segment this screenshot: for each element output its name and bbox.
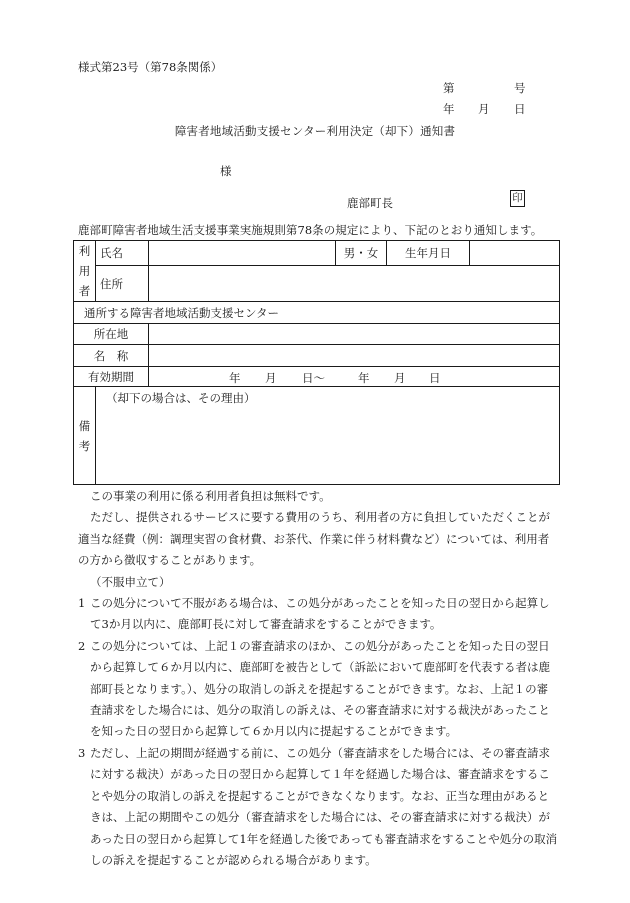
valid-period-label: 有効期間 bbox=[74, 367, 149, 387]
date-month: 月 bbox=[478, 102, 490, 116]
remarks-label-char: 考 bbox=[78, 438, 91, 453]
appeal-item-text: この処分について不服がある場合は、この処分があったことを知った日の翌日から起算して3か月以内に、鹿部町長に対して審査請求をすることができます。 bbox=[90, 596, 550, 632]
remarks-label bbox=[74, 387, 96, 485]
address-row bbox=[74, 266, 560, 302]
user-label-char: 利 bbox=[78, 244, 91, 258]
intro-text: 鹿部町障害者地域生活支援事業実施規則第78条の規定により、下記のとおり通知します。 bbox=[78, 223, 543, 237]
name-label: 氏名 bbox=[96, 241, 149, 266]
user-label-char: 用 bbox=[78, 264, 91, 278]
notes-section bbox=[78, 486, 558, 871]
date-day: 日 bbox=[514, 102, 526, 116]
address-value[interactable] bbox=[149, 266, 560, 302]
appeal-item-text: ただし、上記の期間が経過する前に、この処分（審査請求をした場合には、その審査請求に対する裁決）があった日の翌日から起算して１年を経過した場合は、審査請求をすることや処分の取消しの訴えを提起することができなくなります。なお、正当な理由があるときは、上記の期間やこの処分（審査請求をした場合には、その審査請求に対する裁決）があった日の翌日から起算して1年を経過した後であっても審査請求をすることや処分の取消しの訴えを提起することが認められる場合があります。 bbox=[90, 745, 558, 867]
free-notice: この事業の利用に係る利用者負担は無料です。 bbox=[90, 489, 331, 503]
date-year: 年 bbox=[443, 102, 455, 116]
appeal-item-number: 2 bbox=[78, 638, 86, 653]
addressee-suffix: 様 bbox=[220, 164, 232, 178]
appeal-item-text: この処分については、上記１の審査請求のほか、この処分があったことを知った日の翌日から起算して６か月以内に、鹿部町を被告として（訴訟において鹿部町を代表する者は鹿部町長となります。）、処分の取消しの訴えを提起することができます。なお、上記１の審査請求をした場合には、処分の取消しの訴えは、その審査請求に対する裁決があったことを知った日の翌日から起算して６か月以内に提起することができます。 bbox=[90, 638, 550, 739]
appeal-item-number: 3 bbox=[78, 745, 86, 760]
user-label-char: 者 bbox=[78, 284, 91, 298]
application-form-table bbox=[73, 240, 560, 485]
period-end-day: 日 bbox=[429, 371, 441, 385]
period-start-month: 月 bbox=[265, 371, 277, 385]
appeal-item bbox=[78, 593, 558, 636]
remarks-note[interactable]: （却下の場合は、その理由） bbox=[96, 387, 560, 485]
center-name-value[interactable] bbox=[149, 345, 560, 367]
issuer-title: 鹿部町長 bbox=[347, 196, 393, 210]
gender-label: 男・女 bbox=[336, 241, 387, 266]
center-heading: 通所する障害者地域活動支援センター bbox=[74, 302, 560, 324]
period-start-day: 日〜 bbox=[302, 371, 325, 385]
period-end-year: 年 bbox=[358, 371, 370, 385]
birthdate-label: 生年月日 bbox=[387, 241, 470, 266]
location-value[interactable] bbox=[149, 324, 560, 345]
period-end-month: 月 bbox=[394, 371, 406, 385]
cost-notice: ただし、提供されるサービスに要する費用のうち、利用者の方に負担していただくことが適当な経費（例：調理実習の食材費、お茶代、作業に伴う材料費など）については、利用者の方から徴収することがあります。 bbox=[78, 510, 550, 568]
form-number: 様式第23号（第78条関係） bbox=[78, 60, 223, 74]
remarks-label-char: 備 bbox=[78, 418, 91, 433]
number-go: 号 bbox=[514, 81, 526, 95]
period-start-year: 年 bbox=[229, 371, 241, 385]
birthdate-value[interactable] bbox=[470, 241, 560, 266]
address-label: 住所 bbox=[96, 266, 149, 302]
appeal-item bbox=[78, 743, 558, 871]
name-value[interactable] bbox=[149, 241, 336, 266]
location-label: 所在地 bbox=[74, 324, 149, 345]
remarks-row bbox=[74, 387, 560, 485]
center-name-label: 名 称 bbox=[74, 345, 149, 367]
document-title: 障害者地域活動支援センター利用決定（却下）通知書 bbox=[174, 124, 456, 138]
valid-period-row bbox=[74, 367, 560, 387]
location-row bbox=[74, 324, 560, 345]
number-dai: 第 bbox=[443, 81, 455, 95]
center-name-row bbox=[74, 345, 560, 367]
center-heading-row bbox=[74, 302, 560, 324]
appeal-item-number: 1 bbox=[78, 596, 86, 611]
valid-period-value[interactable] bbox=[149, 367, 560, 387]
name-row bbox=[74, 241, 560, 266]
appeal-heading: （不服申立て） bbox=[90, 574, 171, 589]
seal-mark: 印 bbox=[510, 190, 525, 207]
appeal-item bbox=[78, 636, 558, 743]
user-label bbox=[74, 241, 96, 302]
